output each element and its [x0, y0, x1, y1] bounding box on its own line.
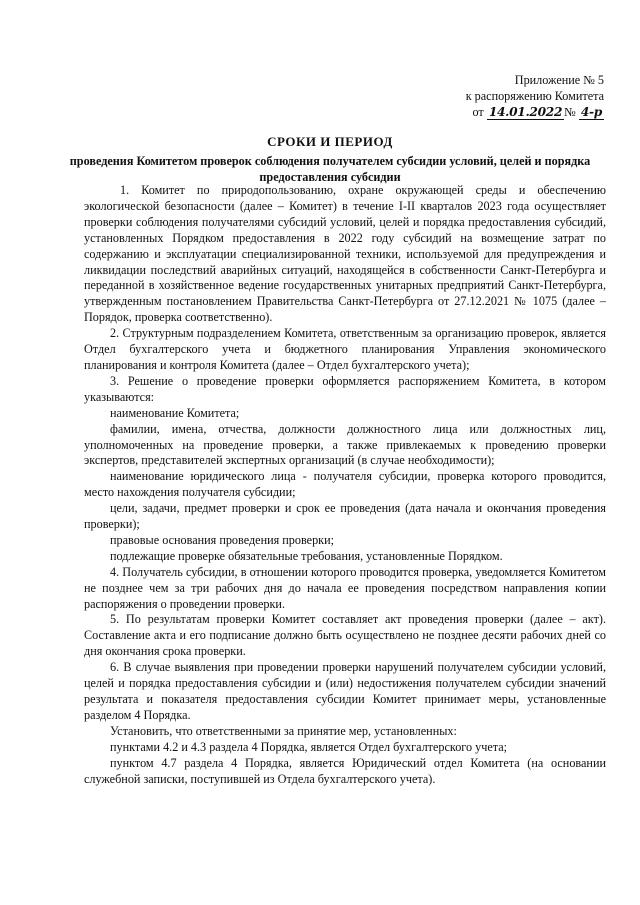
paragraph-6-item-1: пунктами 4.2 и 4.3 раздела 4 Порядка, является Отдел бухгалтерского учета;	[110, 739, 508, 754]
handwritten-date: 14.01.2022	[488, 105, 563, 119]
paragraph-6-intro: Установить, что ответственными за принятие мер, установленных:	[110, 723, 457, 738]
paragraph-3-item-5: правовые основания проведения проверки;	[110, 532, 334, 547]
paragraph-5: 5. По результатам проверки Комитет составляет акт проведения проверки (далее – акт). Составление акта и его подписание должно быть осуществлено не позднее десяти рабочих дней со дня окончания срока проверки.	[84, 612, 606, 659]
document-body	[84, 183, 606, 787]
annex-block	[404, 72, 604, 120]
paragraph-3-item-4: цели, задачи, предмет проверки и срок ее проведения (дата начала и окончания проведения проверки);	[84, 501, 606, 532]
paragraph-1: 1. Комитет по природопользованию, охране окружающей среды и обеспечению экологической безопасности (далее – Комитет) в течение I-II кварталов 2023 года осуществляет проверки соблюдения получателями субсидий условий, целей и порядка предоставления субсидий, установленных Порядком предоставления в 2022 году субсидий на возмещение затрат по содержанию и эксплуатации специализированной техники, используемой для предупреждения и ликвидации последствий аварийных ситуаций, находящейся в собственности Санкт-Петербурга и переданной в хозяйственное ведение государственных унитарных предприятий Санкт-Петербурга, утвержденным постановлением Правительства Санкт-Петербурга от 27.12.2021 № 1075 (далее – Порядок, проверка соответственно).	[84, 183, 606, 325]
paragraph-4: 4. Получатель субсидии, в отношении которого проводится проверка, уведомляется Комитетом не позднее чем за три рабочих дня до начала ее проведения посредством направления копии распоряжения о проведении проверки.	[84, 564, 606, 611]
paragraph-3-item-1: наименование Комитета;	[110, 405, 240, 420]
paragraph-3-item-3: наименование юридического лица - получателя субсидии, проверка которого проводится, место нахождения получателя субсидии;	[84, 469, 606, 500]
handwritten-number: 4-р	[580, 105, 602, 119]
paragraph-6: 6. В случае выявления при проведении проверки нарушений получателем субсидии условий, целей и порядка предоставления субсидии и (или) недостижения получателем субсидии значений результата и показателя предоставления субсидии Комитет принимает меры, установленные разделом 4 Порядка.	[84, 660, 606, 722]
title-subtitle: проведения Комитетом проверок соблюдения получателем субсидии условий, целей и порядка предоставления субсидии	[69, 154, 591, 184]
paragraph-6-item-2: пунктом 4.7 раздела 4 Порядка, является Юридический отдел Комитета (на основании служебной записки, поступившей из Отдела бухгалтерского учета).	[84, 755, 606, 786]
annex-date-prefix: от	[472, 105, 484, 119]
annex-date-line	[404, 104, 604, 120]
paragraph-2: 2. Структурным подразделением Комитета, ответственным за организацию проверок, является Отдел бухгалтерского учета и бюджетного планирования Управления экономического планирования и контроля Комитета (далее – Отдел бухгалтерского учета);	[84, 326, 606, 372]
title-main: СРОКИ И ПЕРИОД	[267, 134, 393, 149]
annex-number-sign: №	[564, 105, 576, 119]
paragraph-3-item-6: подлежащие проверке обязательные требования, установленные Порядком.	[110, 548, 503, 563]
annex-reference: к распоряжению Комитета	[465, 89, 604, 103]
annex-number: Приложение № 5	[514, 73, 604, 87]
paragraph-3: 3. Решение о проведение проверки оформляется распоряжением Комитета, в котором указываются:	[84, 373, 606, 404]
paragraph-3-item-2: фамилии, имена, отчества, должности должностного лица или должностных лиц, уполномоченных на проведение проверки, а также привлекаемых к проведению проверки экспертов, представителей экспертных организаций (в случае необходимости);	[84, 421, 606, 468]
document-title	[60, 133, 600, 185]
